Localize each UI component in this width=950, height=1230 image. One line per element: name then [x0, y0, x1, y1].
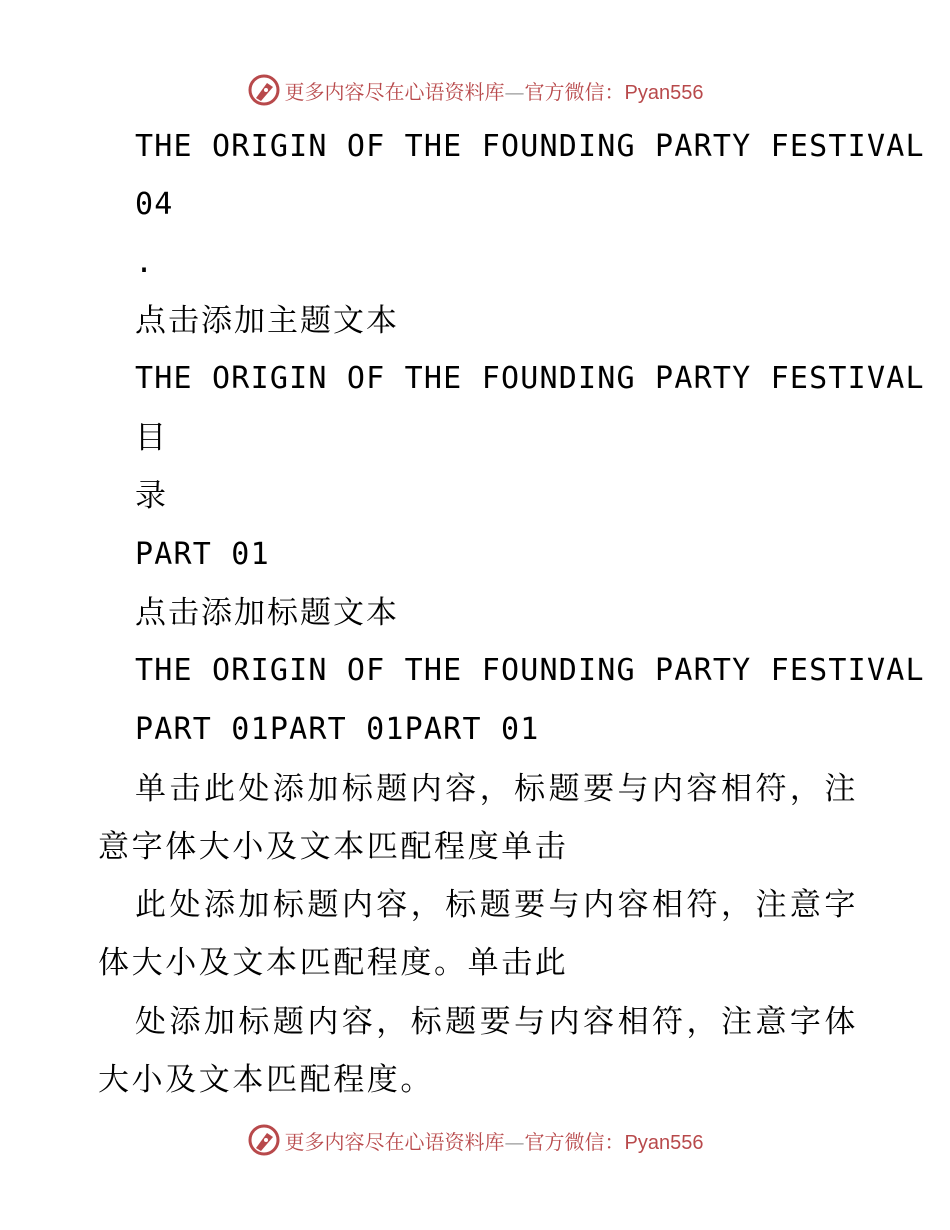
- origin-line-2: THE ORIGIN OF THE FOUNDING PARTY FESTIVAL: [135, 361, 925, 396]
- dot-line: .: [135, 245, 155, 280]
- watermark-handle: Pyan556: [624, 1131, 704, 1154]
- paragraph-2: 此处添加标题内容，标题要与内容相符，注意字体大小及文本匹配程度。单击此: [98, 887, 858, 981]
- origin-line-1: THE ORIGIN OF THE FOUNDING PARTY FESTIVAL: [135, 129, 925, 164]
- origin-line-3: THE ORIGIN OF THE FOUNDING PARTY FESTIVAL: [135, 653, 925, 688]
- watermark-site: 更多内容尽在心语资料库: [284, 1129, 505, 1154]
- pen-nib-circle-icon: [247, 1123, 281, 1157]
- add-theme-text: 点击添加主题文本: [135, 303, 399, 339]
- watermark-separator: —: [504, 1129, 525, 1154]
- watermark-site: 更多内容尽在心语资料库: [284, 79, 505, 104]
- footer-watermark: [0, 1120, 950, 1160]
- add-title-text: 点击添加标题文本: [135, 595, 399, 631]
- toc-char-lu: 录: [135, 478, 168, 514]
- watermark-separator: —: [504, 79, 525, 104]
- number-04: 04: [135, 187, 174, 222]
- watermark-text: [285, 76, 704, 105]
- watermark-wechat-label: 官方微信：: [524, 79, 625, 104]
- paragraph-3: 处添加标题内容，标题要与内容相符，注意字体大小及文本匹配程度。: [98, 1004, 858, 1098]
- watermark-handle: Pyan556: [624, 81, 704, 104]
- toc-char-mu: 目: [135, 420, 168, 456]
- watermark-text: [285, 1126, 704, 1155]
- header-watermark: [0, 70, 950, 110]
- pen-nib-circle-icon: [247, 73, 281, 107]
- part-01-heading: PART 01: [135, 537, 270, 572]
- paragraph-1: 单击此处添加标题内容，标题要与内容相符，注意字体大小及文本匹配程度单击: [98, 771, 858, 865]
- watermark-wechat-label: 官方微信：: [524, 1129, 625, 1154]
- part-01-repeat: PART 01PART 01PART 01: [135, 712, 540, 747]
